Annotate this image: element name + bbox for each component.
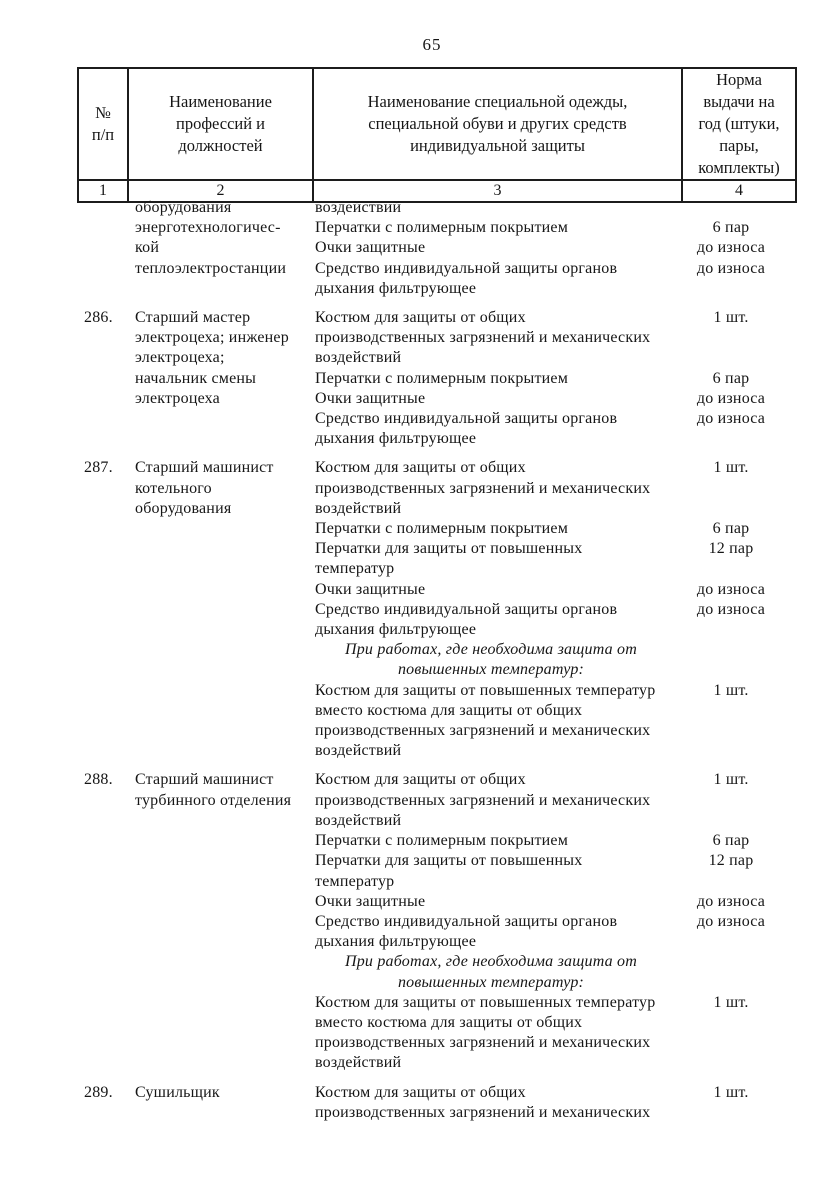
item-line: Костюм для защиты от общих <box>315 771 526 789</box>
table-row <box>77 198 787 299</box>
item-text <box>307 259 675 299</box>
item-line: производственных загрязнений и механических <box>315 722 651 740</box>
item-row <box>307 892 787 912</box>
item-norm: до износа <box>696 580 766 598</box>
item-norm: до износа <box>696 239 766 257</box>
item-norm: 1 шт. <box>713 1083 749 1101</box>
item-text <box>307 409 675 449</box>
item-line: Средство индивидуальной защиты органов <box>315 410 618 428</box>
item-row <box>307 600 787 640</box>
item-line: производственных загрязнений и механических <box>315 1103 651 1121</box>
row-number: 287. <box>84 459 113 477</box>
ppe-norms-table-header <box>77 67 797 203</box>
item-norm: до износа <box>696 410 766 428</box>
header-cell-ppe-names <box>313 68 682 180</box>
item-norm: до износа <box>696 892 766 910</box>
page-number: 65 <box>422 35 442 54</box>
profession-line: теплоэлектростанции <box>135 259 287 277</box>
header-text-line: Наименование специальной одежды, <box>367 92 628 111</box>
item-norm: 6 пар <box>712 520 750 538</box>
item-row <box>307 409 787 449</box>
header-cell-issue-norm <box>682 68 796 180</box>
item-norm: 1 шт. <box>713 993 749 1011</box>
item-row <box>307 519 787 539</box>
item-line: Перчатки с полимерным покрытием <box>315 520 569 538</box>
profession-line: электроцеха <box>135 389 220 407</box>
item-line: Костюм для защиты от общих <box>315 1083 526 1101</box>
item-row <box>307 770 787 831</box>
item-line: Перчатки с полимерным покрытием <box>315 832 569 850</box>
items-cell <box>307 458 787 761</box>
item-line: дыхания фильтрующее <box>315 430 477 448</box>
item-line: При работах, где необходима защита от <box>344 953 638 971</box>
item-line: воздействий <box>315 499 402 517</box>
profession-line: Старший машинист <box>135 459 274 477</box>
item-row <box>307 369 787 389</box>
column-number-2: 2 <box>128 180 313 202</box>
item-text <box>307 892 675 912</box>
header-text-line: профессий и <box>175 114 266 133</box>
profession-cell <box>125 770 307 810</box>
item-line: дыхания фильтрующее <box>315 279 477 297</box>
item-norm: 1 шт. <box>713 771 749 789</box>
item-text <box>307 519 675 539</box>
header-text-line: должностей <box>178 136 263 155</box>
item-row <box>307 993 787 1074</box>
item-line: температур <box>315 560 395 578</box>
item-line: воздействий <box>315 349 402 367</box>
item-norm: 1 шт. <box>713 459 749 477</box>
item-row <box>307 458 787 519</box>
profession-line: Старший мастер <box>135 309 251 327</box>
item-text <box>307 640 675 680</box>
item-row <box>307 218 787 238</box>
item-line: воздействий <box>315 811 402 829</box>
item-text <box>307 198 675 218</box>
item-text <box>307 831 675 851</box>
item-text <box>307 458 675 519</box>
item-line: дыхания фильтрующее <box>315 621 477 639</box>
item-line: Очки защитные <box>315 389 426 407</box>
item-line: Костюм для защиты от общих <box>315 309 526 327</box>
item-norm: 12 пар <box>708 852 754 870</box>
profession-line: кой <box>135 239 160 257</box>
item-norm: 6 пар <box>712 832 750 850</box>
header-text-line: индивидуальной защиты <box>410 136 585 155</box>
item-line: Очки защитные <box>315 239 426 257</box>
header-cell-professions <box>128 68 313 180</box>
item-row <box>307 580 787 600</box>
item-line: При работах, где необходима защита от <box>344 641 638 659</box>
row-number: 289. <box>84 1083 113 1101</box>
header-text-line: Норма <box>716 70 762 89</box>
item-text <box>307 600 675 640</box>
row-number: 286. <box>84 309 113 327</box>
item-row <box>307 952 787 992</box>
table-row <box>77 1083 787 1123</box>
item-line: Перчатки для защиты от повышенных <box>315 540 583 558</box>
item-norm: 1 шт. <box>713 309 749 327</box>
item-text <box>307 993 675 1074</box>
item-text <box>307 912 675 952</box>
header-cell-number <box>78 68 128 180</box>
item-line: повышенных температур: <box>397 661 585 679</box>
profession-line: начальник смены <box>135 369 257 387</box>
item-norm: до износа <box>696 389 766 407</box>
item-row <box>307 912 787 952</box>
item-norm: до износа <box>696 600 766 618</box>
item-text <box>307 369 675 389</box>
item-line: Средство индивидуальной защиты органов <box>315 259 618 277</box>
column-number-1: 1 <box>78 180 128 202</box>
item-text <box>307 238 675 258</box>
item-line: производственных загрязнений и механических <box>315 791 651 809</box>
profession-line: турбинного отделения <box>135 791 292 809</box>
header-text-line: пары, <box>719 136 759 155</box>
item-line: Перчатки с полимерным покрытием <box>315 369 569 387</box>
table-header-row <box>78 68 796 180</box>
item-row <box>307 640 787 680</box>
table-body <box>77 190 787 1123</box>
item-line: Очки защитные <box>315 580 426 598</box>
item-line: Костюм для защиты от повышенных температур <box>315 681 656 699</box>
item-text <box>307 539 675 579</box>
items-cell <box>307 198 787 299</box>
item-line: производственных загрязнений и механических <box>315 479 651 497</box>
item-line: Средство индивидуальной защиты органов <box>315 912 618 930</box>
profession-cell <box>125 308 307 409</box>
items-cell <box>307 770 787 1073</box>
header-text-line: выдачи на <box>703 92 775 111</box>
item-text <box>307 681 675 762</box>
item-norm: до износа <box>696 259 766 277</box>
table-row <box>77 770 787 1073</box>
table-row <box>77 308 787 449</box>
item-row <box>307 198 787 218</box>
profession-line: энерготехнологичес- <box>135 219 281 237</box>
header-text-line: Наименование <box>169 92 272 111</box>
item-line: Перчатки для защиты от повышенных <box>315 852 583 870</box>
item-text <box>307 1083 675 1123</box>
item-row <box>307 259 787 299</box>
profession-line: электроцеха; <box>135 349 225 367</box>
item-row <box>307 238 787 258</box>
item-text <box>307 308 675 369</box>
column-number-3: 3 <box>313 180 682 202</box>
profession-line: котельного <box>135 479 212 497</box>
item-line: дыхания фильтрующее <box>315 933 477 951</box>
item-line: Перчатки с полимерным покрытием <box>315 219 569 237</box>
item-line: Средство индивидуальной защиты органов <box>315 600 618 618</box>
item-norm: 12 пар <box>708 540 754 558</box>
item-row <box>307 681 787 762</box>
item-line: повышенных температур: <box>397 973 585 991</box>
item-text <box>307 952 675 992</box>
items-cell <box>307 1083 787 1123</box>
item-line: воздействий <box>315 199 402 216</box>
item-norm: 6 пар <box>712 369 750 387</box>
item-line: Очки защитные <box>315 892 426 910</box>
item-norm: 6 пар <box>712 219 750 237</box>
profession-cell <box>125 198 307 279</box>
column-number-4: 4 <box>682 180 796 202</box>
item-line: воздействий <box>315 1054 402 1072</box>
header-text-line: специальной обуви и других средств <box>368 114 627 133</box>
profession-line: оборудования <box>135 499 232 517</box>
profession-line: оборудования <box>135 199 232 216</box>
profession-line: Старший машинист <box>135 771 274 789</box>
item-row <box>307 308 787 369</box>
item-text <box>307 218 675 238</box>
profession-line: электроцеха; инженер <box>135 329 289 347</box>
item-line: вместо костюма для защиты от общих <box>315 1013 583 1031</box>
header-text-line: № <box>95 103 111 122</box>
item-text <box>307 770 675 831</box>
item-line: производственных загрязнений и механических <box>315 329 651 347</box>
item-norm: 1 шт. <box>713 681 749 699</box>
item-line: производственных загрязнений и механических <box>315 1034 651 1052</box>
table-row <box>77 458 787 761</box>
item-row <box>307 831 787 851</box>
item-line: Костюм для защиты от повышенных температур <box>315 993 656 1011</box>
header-text-line: год (штуки, <box>698 114 780 133</box>
item-line: вместо костюма для защиты от общих <box>315 701 583 719</box>
items-cell <box>307 308 787 449</box>
item-row <box>307 1083 787 1123</box>
item-row <box>307 851 787 891</box>
item-text <box>307 851 675 891</box>
profession-cell <box>125 1083 307 1103</box>
item-text <box>307 389 675 409</box>
item-row <box>307 539 787 579</box>
item-norm: до износа <box>696 912 766 930</box>
header-text-line: комплекты) <box>698 158 780 177</box>
item-line: Костюм для защиты от общих <box>315 459 526 477</box>
row-number: 288. <box>84 771 113 789</box>
header-text-line: п/п <box>91 125 115 144</box>
profession-line: Сушильщик <box>135 1083 220 1101</box>
item-row <box>307 389 787 409</box>
item-line: воздействий <box>315 742 402 760</box>
item-text <box>307 580 675 600</box>
item-line: температур <box>315 872 395 890</box>
profession-cell <box>125 458 307 519</box>
